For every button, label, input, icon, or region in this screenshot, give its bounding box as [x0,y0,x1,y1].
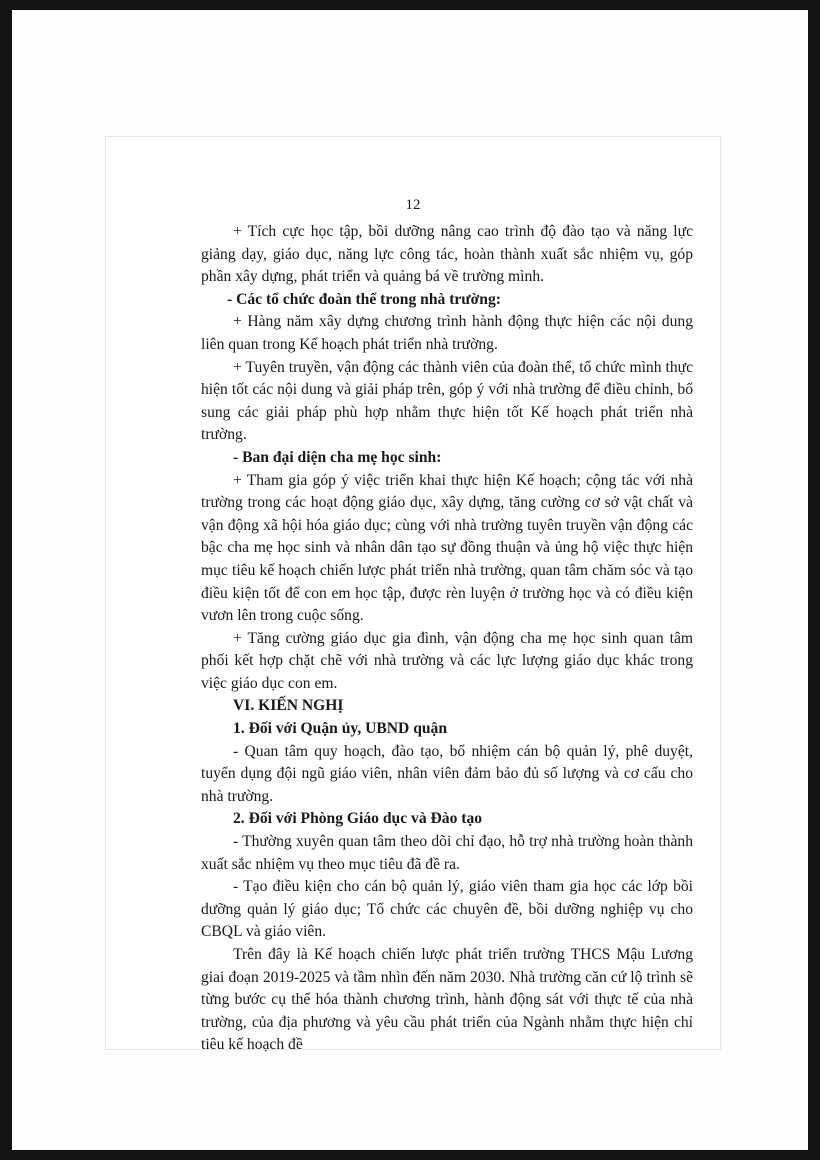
heading-education-department: 2. Đối với Phòng Giáo dục và Đào tạo [233,810,483,828]
paragraph-family-education: + Tăng cường giáo dục gia đình, vận động cha mẹ học sinh quan tâm phối kết hợp chặt chẽ với nhà trường và các lực lượng giáo dục khác trong việc giáo dục con em. [201,629,693,692]
document-page [106,137,720,1054]
scan-border-top [0,0,820,10]
heading-parents-board: - Ban đại diện cha mẹ học sinh: [233,448,442,466]
scan-border-left [0,0,12,1160]
page-number: 12 [405,197,421,213]
scan-border-bottom [0,1150,820,1160]
paragraph-parents-participation: + Tham gia góp ý việc triển khai thực hiện Kế hoạch; cộng tác với nhà trường trong các hoạt động giáo dục, xây dựng, tăng cường cơ sở vật chất và vận động xã hội hóa giáo dục; cùng với nhà trường tuyên truyền vận động các bậc cha mẹ học sinh và nhân dân tạo sự đồng thuận và ủng hộ việc thực hiện mục tiêu kế hoạch chiến lược phát triển nhà trường, quan tâm chăm sóc và tạo điều kiện tốt để con em học tập, được rèn luyện ở trường học và có điều kiện vươn lên trong cuộc sống. [201,471,693,625]
paragraph-unions-propaganda: + Tuyên truyền, vận động các thành viên của đoàn thể, tổ chức mình thực hiện tốt các nội dung và giải pháp trên, góp ý với nhà trường để điều chỉnh, bổ sung các giải pháp phù hợp nhằm thực hiện tốt Kế hoạch phát triển nhà trường. [201,358,693,444]
scan-border-right [808,0,820,1160]
paragraph-district-recommendation: - Quan tâm quy hoạch, đào tạo, bổ nhiệm cán bộ quản lý, phê duyệt, tuyển dụng đội ngũ giáo viên, nhân viên đảm bảo đủ số lượng và cơ cấu cho nhà trường. [201,742,693,805]
paragraph-department-training: - Tạo điều kiện cho cán bộ quản lý, giáo viên tham gia học các lớp bồi dưỡng quản lý giáo dục; Tổ chức các chuyên đề, bồi dưỡng nghiệp vụ cho CBQL và giáo viên. [201,878,693,941]
heading-district-committee: 1. Đối với Quận ủy, UBND quận [233,720,448,738]
paragraph-study-commitment: + Tích cực học tập, bồi dưỡng nâng cao trình độ đào tạo và năng lực giảng dạy, giáo dục, năng lực công tác, hoàn thành xuất sắc nhiệm vụ, góp phần xây dựng, phát triển và quảng bá về trường mình. [201,223,693,286]
heading-unions: - Các tổ chức đoàn thể trong nhà trường: [227,290,501,308]
page-body [201,221,693,1057]
paragraph-conclusion: Trên đây là Kế hoạch chiến lược phát triển trường THCS Mậu Lương giai đoạn 2019-2025 và tầm nhìn đến năm 2030. Nhà trường căn cứ lộ trình sẽ từng bước cụ thể hóa thành chương trình, hành động sát với thực tế của nhà trường, của địa phương và yêu cầu phát triển của Ngành nhằm thực hiện chỉ tiêu kế hoạch đề [201,946,693,1054]
heading-recommendations: VI. KIẾN NGHỊ [233,697,344,715]
paragraph-department-guidance: - Thường xuyên quan tâm theo dõi chỉ đạo, hỗ trợ nhà trường hoàn thành xuất sắc nhiệm vụ theo mục tiêu đã đề ra. [201,833,693,873]
paragraph-unions-annual-plan: + Hàng năm xây dựng chương trình hành động thực hiện các nội dung liên quan trong Kế hoạch phát triển nhà trường. [201,313,693,353]
